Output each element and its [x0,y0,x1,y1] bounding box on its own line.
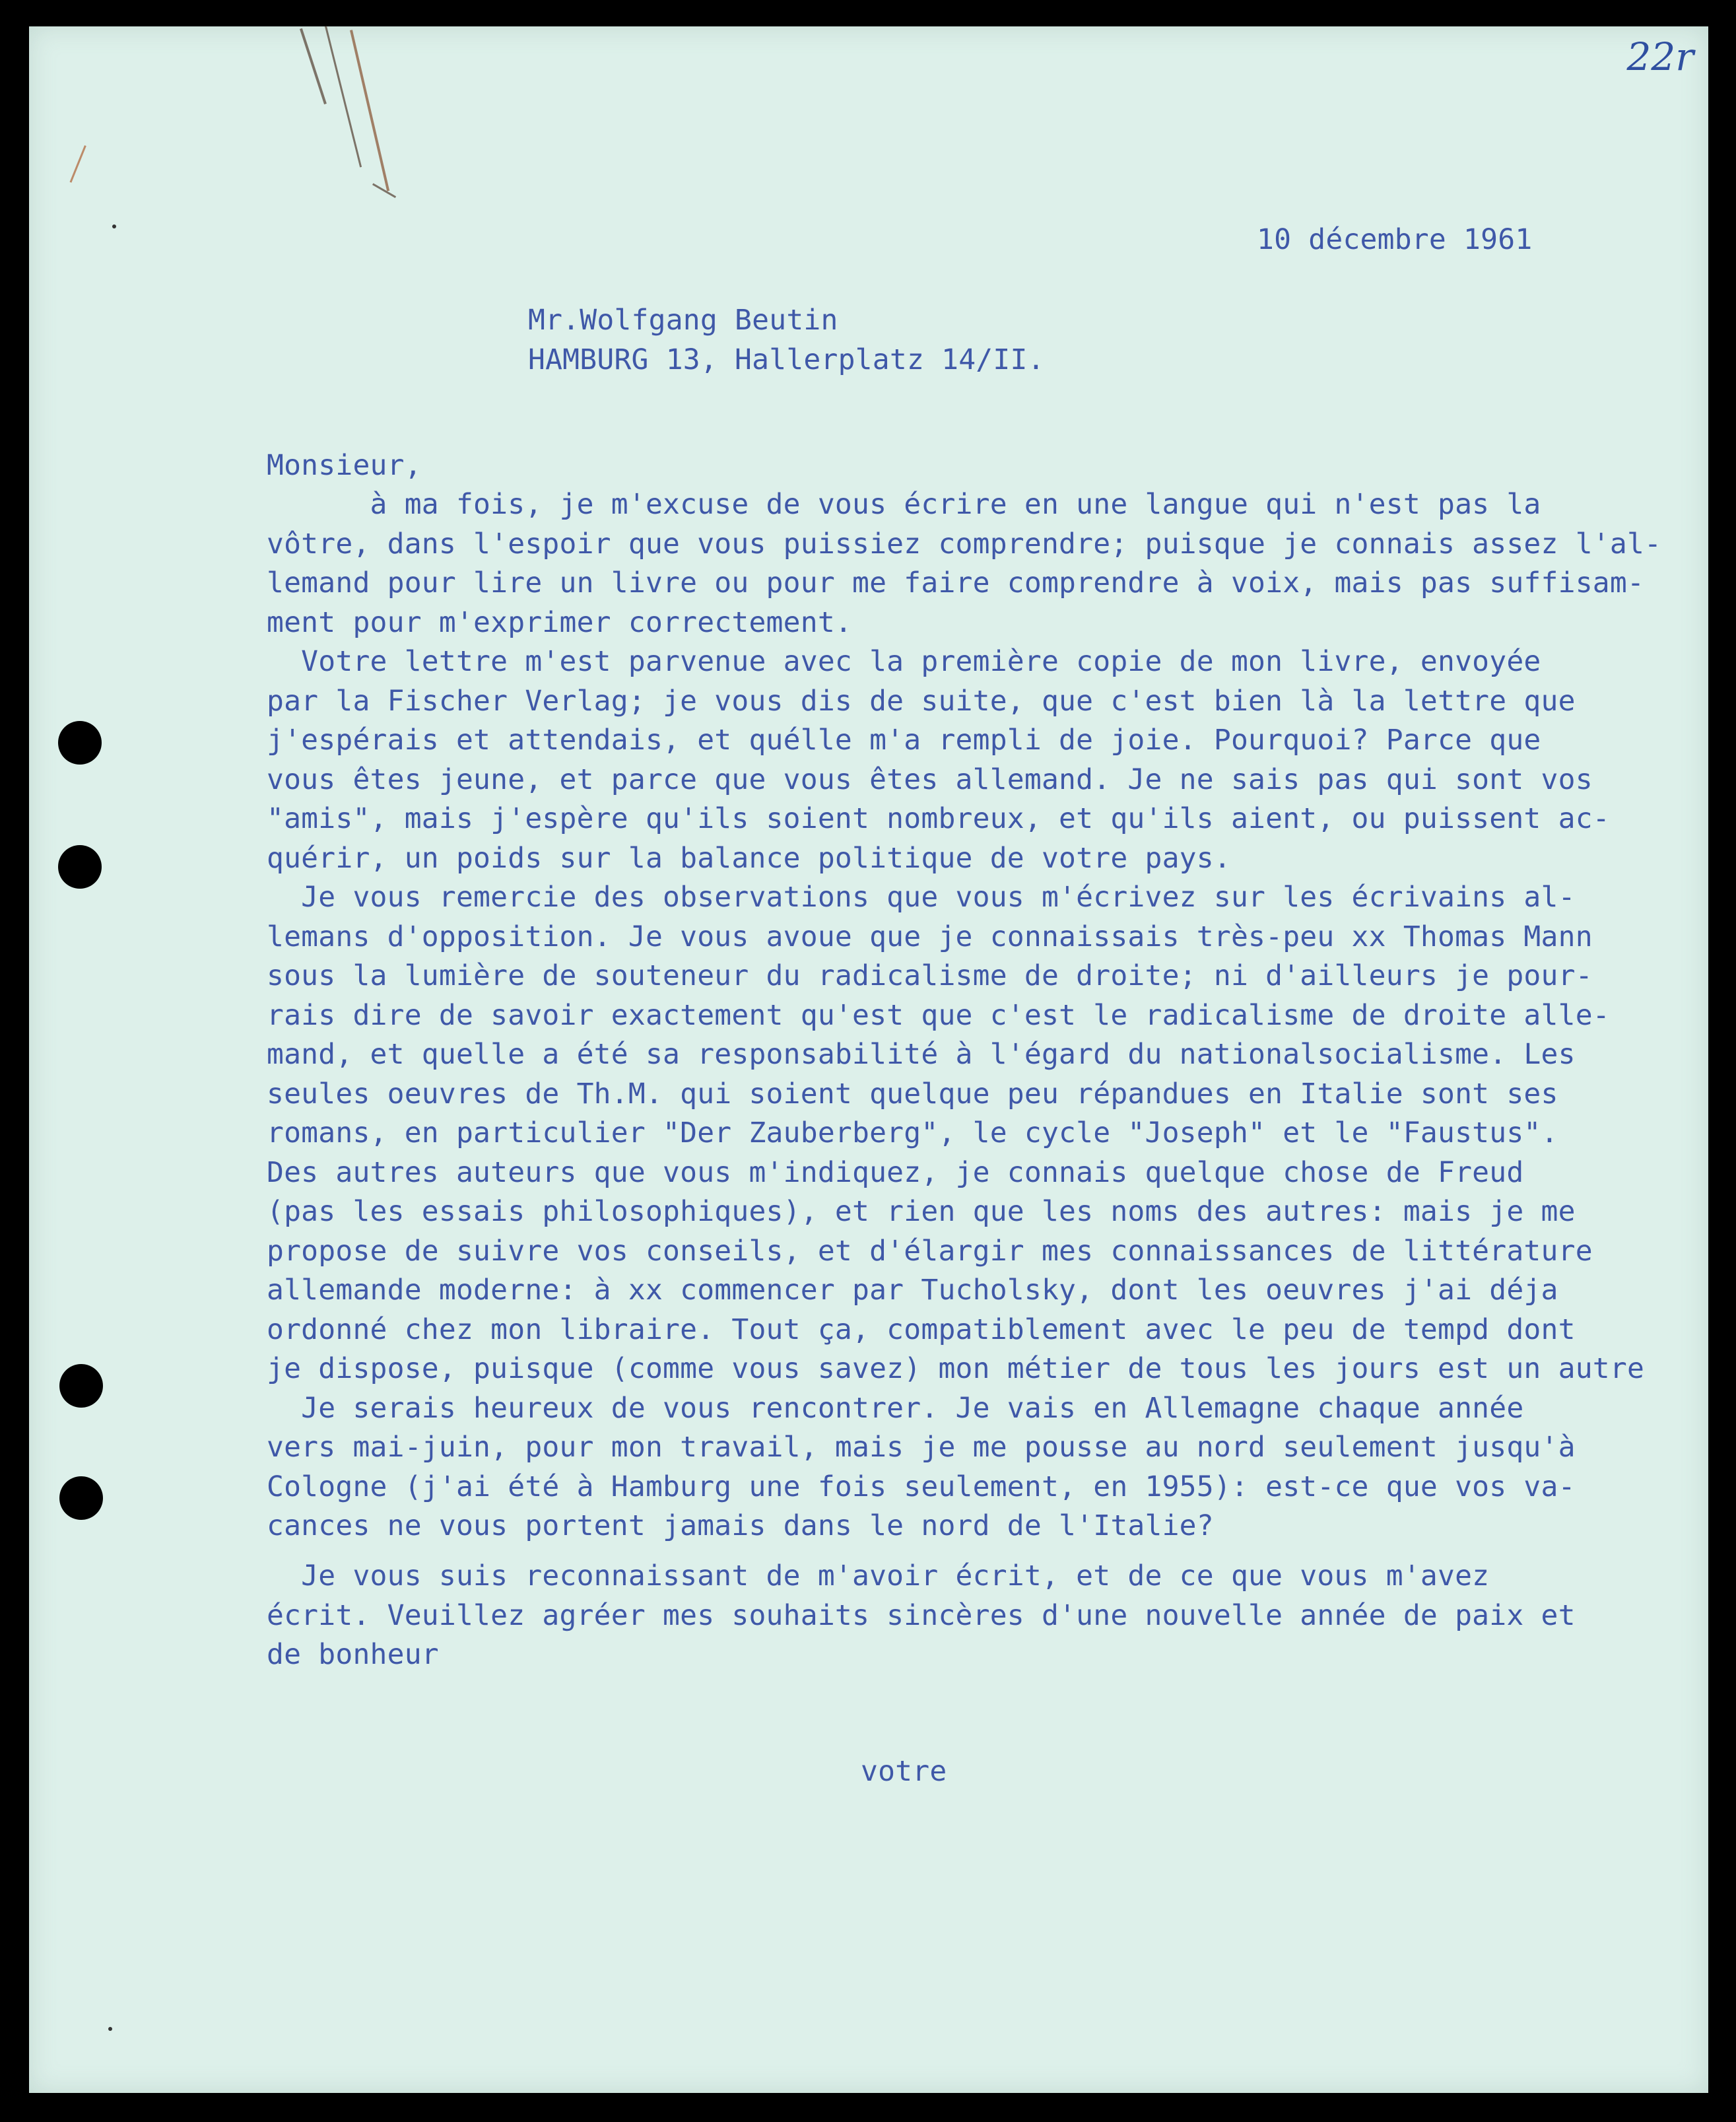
punch-hole [59,1364,103,1408]
body-line: vers mai-juin, pour mon travail, mais je me pousse au nord seulement jusqu'à [267,1431,1576,1464]
page-number: 22r [1626,34,1694,79]
ink-dot [108,2027,112,2031]
body-line: j'espérais et attendais, et quélle m'a rempli de joie. Pourquoi? Parce que [267,724,1541,757]
recipient-address [528,301,1045,380]
body-line: "amis", mais j'espère qu'ils soient nombreux, et qu'ils aient, ou puissent ac- [267,802,1610,835]
recipient-street: HAMBURG 13, Hallerplatz 14/II. [528,343,1045,376]
punch-hole [59,1476,103,1520]
recipient-name: Mr.Wolfgang Beutin [528,304,838,337]
closing-line: Je vous suis reconnaissant de m'avoir écrit, et de ce que vous m'avez [267,1559,1490,1592]
body-line: Je serais heureux de vous rencontrer. Je vais en Allemagne chaque année [267,1391,1524,1425]
body-line: sous la lumière de souteneur du radicalisme de droite; ni d'ailleurs je pour- [267,959,1593,992]
body-line: mand, et quelle a été sa responsabilité à l'égard du nationalsocialisme. Les [267,1038,1576,1071]
body-line: lemand pour lire un livre ou pour me faire comprendre à voix, mais pas suffisam- [267,566,1645,599]
pen-mark [300,28,327,104]
body-line: je dispose, puisque (comme vous savez) mon métier de tous les jours est un autre [267,1352,1645,1385]
body-line: Je vous remercie des observations que vous m'écrivez sur les écrivains al- [267,881,1576,914]
body-line: à ma fois, je m'excuse de vous écrire en une langue qui n'est pas la [267,488,1541,521]
body-line: quérir, un poids sur la balance politique de votre pays. [267,841,1231,875]
pen-mark [350,30,389,191]
signoff: votre [861,1755,947,1788]
body-line: Des autres auteurs que vous m'indiquez, je connais quelque chose de Freud [267,1155,1524,1189]
body-line: cances ne vous portent jamais dans le nord de l'Italie? [267,1509,1214,1542]
body-line: propose de suivre vos conseils, et d'élargir mes connaissances de littérature [267,1234,1593,1268]
salutation: Monsieur, [267,449,422,482]
letter-sheet [29,26,1708,2093]
closing-line: écrit. Veuillez agréer mes souhaits sincères d'une nouvelle année de paix et [267,1598,1576,1632]
body-line: vôtre, dans l'espoir que vous puissiez comprendre; puisque je connais assez l'al- [267,527,1662,561]
pen-mark [372,183,396,198]
body-line: Cologne (j'ai été à Hamburg une fois seulement, en 1955): est-ce que vos va- [267,1470,1576,1503]
letter-date: 10 décembre 1961 [1257,223,1533,256]
ink-dot [112,224,116,228]
body-line: (pas les essais philosophiques), et rien que les noms des autres: mais je me [267,1195,1576,1228]
letter-body [267,485,1661,1546]
closing-paragraph [267,1557,1576,1675]
body-line: Votre lettre m'est parvenue avec la première copie de mon livre, envoyée [267,645,1541,678]
body-line: lemans d'opposition. Je vous avoue que je connaissais très-peu xx Thomas Mann [267,920,1593,953]
body-line: rais dire de savoir exactement qu'est que c'est le radicalisme de droite alle- [267,998,1610,1032]
body-line: vous êtes jeune, et parce que vous êtes allemand. Je ne sais pas qui sont vos [267,763,1593,796]
punch-hole [58,845,102,889]
pen-mark [70,145,86,183]
body-line: allemande moderne: à xx commencer par Tucholsky, dont les oeuvres j'ai déja [267,1274,1558,1307]
body-line: romans, en particulier "Der Zauberberg", le cycle "Joseph" et le "Faustus". [267,1116,1558,1149]
closing-line: de bonheur [267,1638,439,1671]
body-line: seules oeuvres de Th.M. qui soient quelque peu répandues en Italie sont ses [267,1077,1558,1111]
body-line: par la Fischer Verlag; je vous dis de suite, que c'est bien là la lettre que [267,684,1576,718]
body-line: ordonné chez mon libraire. Tout ça, compatiblement avec le peu de tempd dont [267,1313,1576,1346]
punch-hole [58,721,102,765]
body-line: ment pour m'exprimer correctement. [267,605,852,639]
